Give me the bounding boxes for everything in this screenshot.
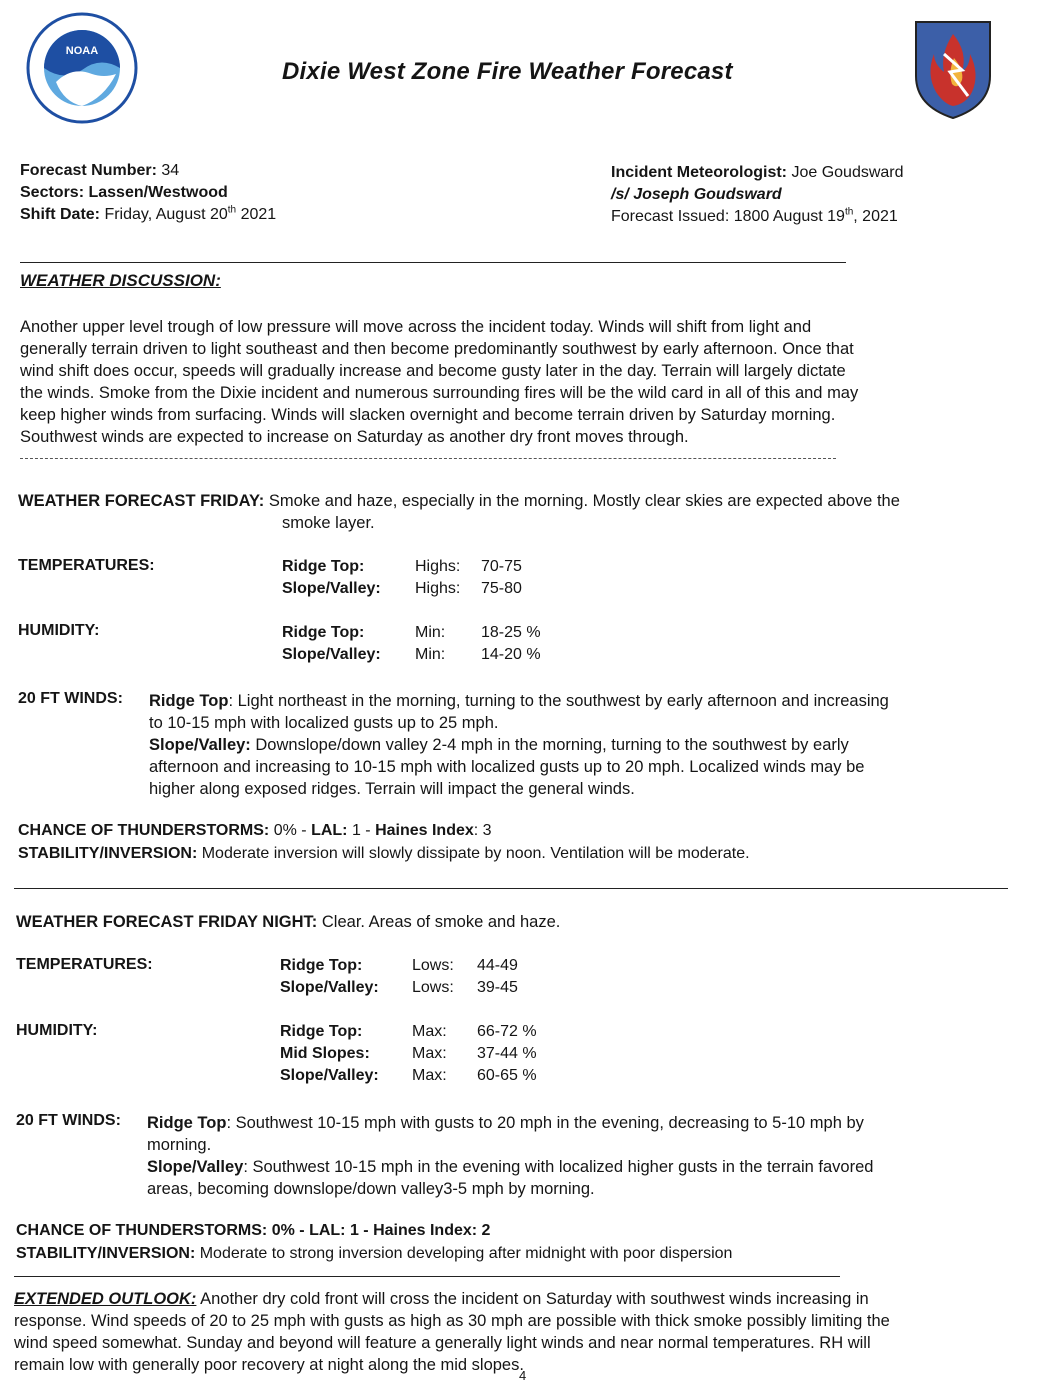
winds-ridge-text: : Light northeast in the morning, turning to the southwest by early afternoon and increasing [228,692,889,710]
temp-kind: Lows: [412,979,454,996]
haines-label: Haines Index: [373,1222,478,1239]
winds-ridge-label: Ridge Top [149,692,229,710]
discussion-line: Southwest winds are expected to increase on Saturday as another dry front moves through. [20,428,689,446]
thunder-label: CHANCE OF THUNDERSTORMS: [16,1222,268,1239]
temp-location: Slope/Valley: [280,979,379,996]
forecast-number [20,162,179,180]
winds-ridge-text: to 10-15 mph with localized gusts up to 25 mph. [149,714,499,732]
discussion-line: the winds. Smoke from the Dixie incident and numerous surrounding fires will be the wild card in all of this and may [20,384,859,402]
thunder-value: 0% - [267,1222,310,1239]
lal-value: 1 - [347,822,376,839]
temp-value: 39-45 [477,979,518,996]
temp-kind: Lows: [412,957,454,974]
temp-kind: Highs: [415,580,461,597]
outlook-text: response. Wind speeds of 20 to 25 mph with gusts as high as 30 mph are possible with thick smoke possibly limiting the [14,1312,890,1330]
meteorologist [611,164,904,182]
stability-label: STABILITY/INVERSION: [18,845,198,862]
night-winds-text [147,1112,1027,1200]
meteorologist-value: Joe Goudsward [791,164,904,181]
humidity-location: Ridge Top: [282,624,365,641]
discussion-line: keep higher winds from surfacing. Winds will slacken overnight and become terrain driven by Saturday morning. [20,406,836,424]
sectors-label: Sectors: [20,184,85,201]
stability-value: Moderate to strong inversion developing after midnight with poor dispersion [195,1245,733,1262]
humidity-kind: Max: [412,1045,447,1062]
friday-night-heading [16,913,560,932]
temp-value: 75-80 [481,580,522,597]
haines-label: Haines Index [375,822,474,839]
shift-date-value: Friday, August 20 [104,206,228,223]
temp-value: 70-75 [481,558,522,575]
winds-slope-text: areas, becoming downslope/down valley3-5 mph by morning. [147,1180,595,1198]
friday-thunderstorms [18,822,492,840]
winds-ridge-label: Ridge Top [147,1114,227,1132]
friday-summary: Smoke and haze, especially in the morning. Mostly clear skies are expected above the [268,492,900,510]
divider [20,262,846,263]
sectors-value: Lassen/Westwood [88,184,228,201]
haines-value: : 3 [473,822,492,839]
night-temperatures-label: TEMPERATURES: [16,956,153,973]
friday-humidity-label: HUMIDITY: [18,622,100,639]
friday-night-heading-label: WEATHER FORECAST FRIDAY NIGHT: [16,913,318,931]
friday-summary-cont: smoke layer. [282,514,375,532]
haines-value: 2 [477,1222,491,1239]
lal-label: LAL: [309,1222,346,1239]
noaa-logo-text: NOAA [65,45,99,57]
sectors [20,184,228,202]
humidity-kind: Max: [412,1067,447,1084]
winds-slope-text: higher along exposed ridges. Terrain will impact the general winds. [149,780,635,798]
friday-heading [18,492,900,511]
lal-value: 1 - [345,1222,374,1239]
extended-outlook [14,1288,1034,1376]
temp-value: 44-49 [477,957,518,974]
humidity-value: 66-72 % [477,1023,537,1040]
fire-crest-logo [910,14,996,122]
shift-date-suffix: th [227,204,237,216]
discussion-heading: WEATHER DISCUSSION: [20,271,221,290]
friday-stability [18,845,750,863]
issued-suffix: th [844,206,854,218]
humidity-value: 60-65 % [477,1067,537,1084]
outlook-heading: EXTENDED OUTLOOK: [14,1290,197,1308]
outlook-text: Another dry cold front will cross the incident on Saturday with southwest winds increasing in [196,1290,869,1308]
divider [20,458,836,459]
temp-kind: Highs: [415,558,461,575]
night-thunderstorms [16,1222,490,1240]
friday-winds-label: 20 FT WINDS: [18,690,123,707]
discussion-line: generally terrain driven to light southeast and then become predominantly southwest by early afternoon. Once that [20,340,854,358]
humidity-value: 37-44 % [477,1045,537,1062]
temp-location: Slope/Valley: [282,580,381,597]
stability-value: Moderate inversion will slowly dissipate by noon. Ventilation will be moderate. [197,845,750,862]
shift-date [20,206,276,224]
night-humidity-label: HUMIDITY: [16,1022,98,1039]
temp-location: Ridge Top: [282,558,365,575]
forecast-number-label: Forecast Number: [20,162,157,179]
winds-slope-text: Downslope/down valley 2-4 mph in the morning, turning to the southwest by early [250,736,849,754]
issued-year: , 2021 [853,208,898,225]
issued-value: Forecast Issued: 1800 August 19 [611,208,845,225]
humidity-kind: Min: [415,646,446,663]
shift-date-label: Shift Date: [20,206,100,223]
friday-night-summary: Clear. Areas of smoke and haze. [317,913,561,931]
winds-ridge-text: : Southwest 10-15 mph with gusts to 20 mph in the evening, decreasing to 5-10 mph by [226,1114,864,1132]
humidity-value: 18-25 % [481,624,541,641]
thunder-label: CHANCE OF THUNDERSTORMS: [18,822,270,839]
meteorologist-label: Incident Meteorologist: [611,164,787,181]
divider [14,1276,840,1277]
winds-ridge-text: morning. [147,1136,212,1154]
page-number: 4 [519,1368,527,1383]
winds-slope-label: Slope/Valley: [149,736,251,754]
discussion-line: wind shift does occur, speeds will gradually increase and become gusty later in the day. Terrain will largely dictate [20,362,846,380]
night-stability [16,1245,732,1263]
humidity-kind: Max: [412,1023,447,1040]
thunder-value: 0% - [269,822,312,839]
humidity-location: Slope/Valley: [280,1067,379,1084]
night-winds-label: 20 FT WINDS: [16,1112,121,1129]
friday-winds-text [149,690,1029,800]
friday-heading-label: WEATHER FORECAST FRIDAY: [18,492,265,510]
outlook-text: remain low with generally poor recovery at night along the mid slopes. [14,1356,524,1374]
winds-slope-label: Slope/Valley [147,1158,244,1176]
shift-date-year: 2021 [236,206,277,223]
winds-slope-text: afternoon and increasing to 10-15 mph with localized gusts up to 20 mph. Localized winds may be [149,758,865,776]
forecast-issued [611,208,898,226]
friday-temperatures-label: TEMPERATURES: [18,557,155,574]
outlook-text: wind speed somewhat. Sunday and beyond will feature a generally light winds and near normal temperatures. RH will [14,1334,871,1352]
signature: /s/ Joseph Goudsward [611,186,782,203]
winds-slope-text: : Southwest 10-15 mph in the evening with localized higher gusts in the terrain favored [243,1158,874,1176]
temp-location: Ridge Top: [280,957,363,974]
humidity-value: 14-20 % [481,646,541,663]
humidity-location: Slope/Valley: [282,646,381,663]
page-title: Dixie West Zone Fire Weather Forecast [282,58,733,85]
lal-label: LAL: [311,822,348,839]
discussion-text [20,316,1020,448]
stability-label: STABILITY/INVERSION: [16,1245,196,1262]
divider [14,888,1008,889]
noaa-logo [26,12,138,124]
humidity-kind: Min: [415,624,446,641]
humidity-location: Mid Slopes: [280,1045,370,1062]
forecast-number-value: 34 [161,162,180,179]
discussion-line: Another upper level trough of low pressure will move across the incident today. Winds will shift from light and [20,318,812,336]
humidity-location: Ridge Top: [280,1023,363,1040]
